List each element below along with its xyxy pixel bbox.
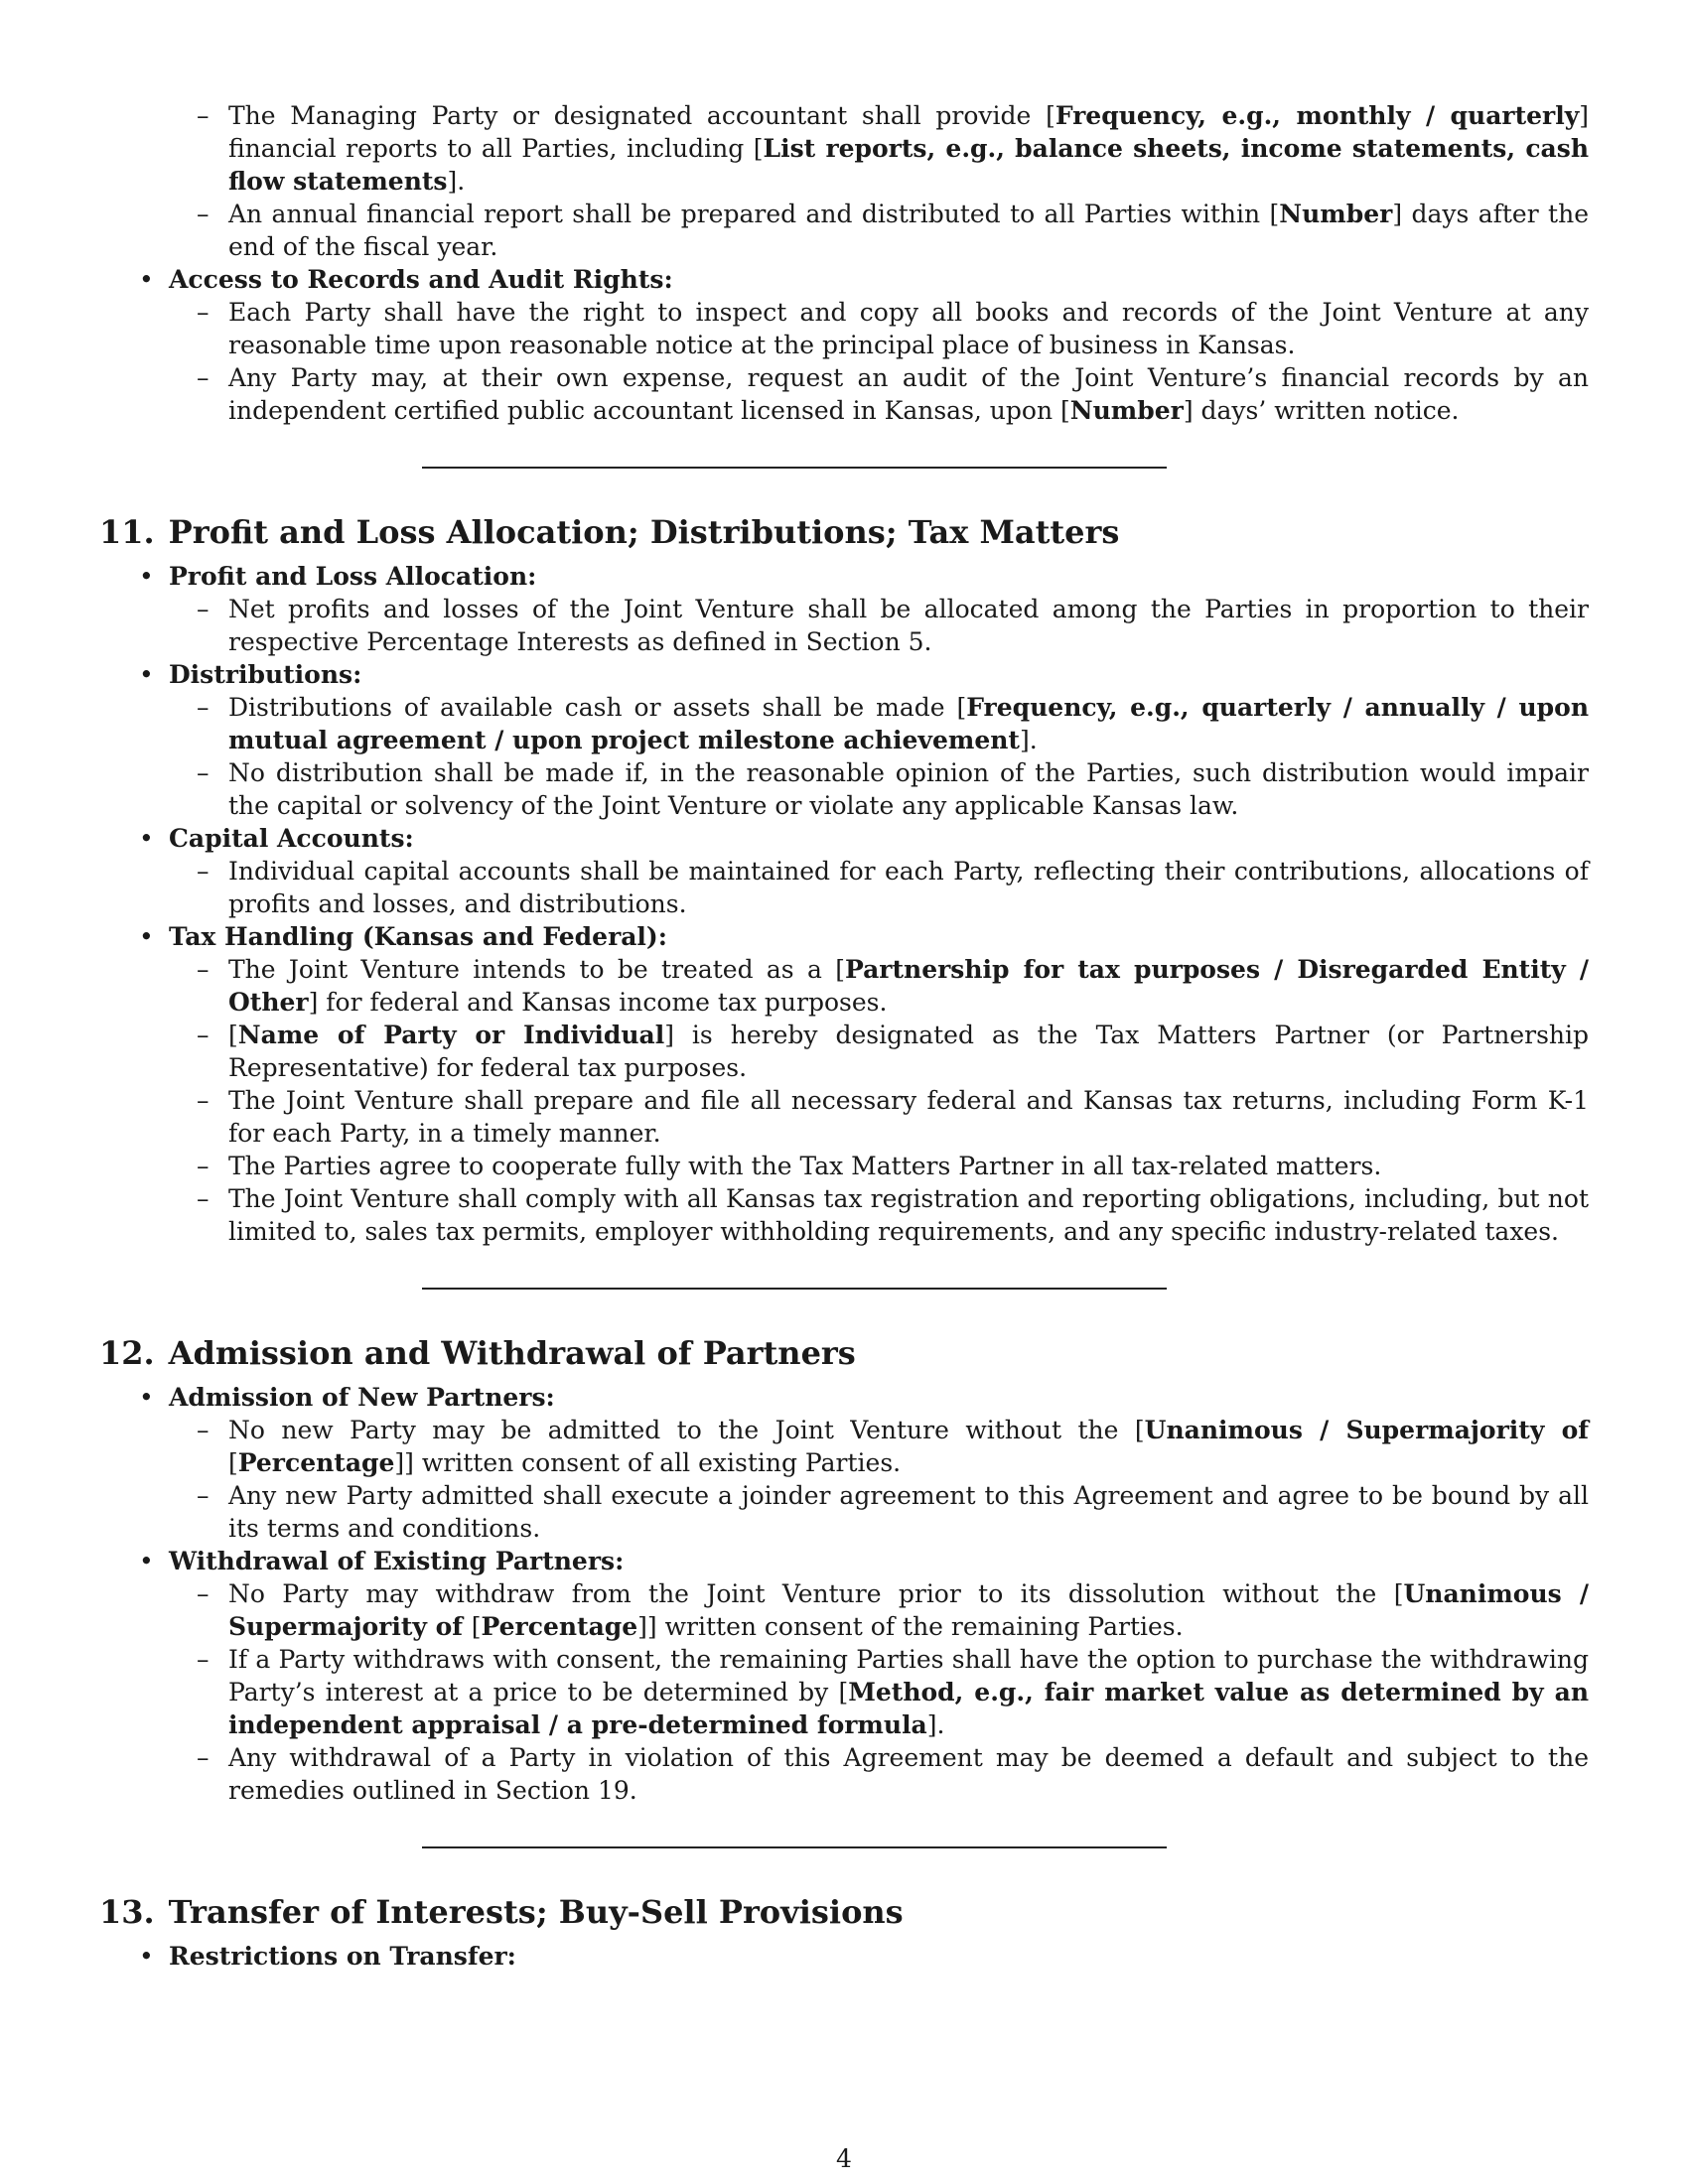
body-text: ] days after the end of the fiscal year. (228, 200, 1589, 261)
body-text: [ (753, 134, 764, 163)
body-text: [ (1269, 200, 1280, 228)
body-text: ] days’ written notice. (1183, 396, 1460, 425)
bullet-heading: • Withdrawal of Existing Partners: (99, 1545, 1589, 1577)
list-item (99, 756, 1589, 822)
placeholder-text: Number (1069, 396, 1184, 425)
section-title-text: Transfer of Interests; Buy-Sell Provisions (168, 1893, 904, 1931)
list-item (99, 593, 1589, 658)
body-text: Net profits and losses of the Joint Venture shall be allocated among the Parties in proportion to their respective Percentage Interests as defined in Section 5. (228, 595, 1589, 656)
placeholder-text: Partnership for tax purposes / Disregarded Entity / Other (228, 955, 1590, 1017)
placeholder-text: Percentage (481, 1612, 638, 1641)
list-item (99, 1084, 1589, 1150)
sections-container (99, 512, 1589, 1973)
list-item (99, 99, 1589, 198)
body-text: [ (471, 1612, 482, 1641)
bullet-heading: • Capital Accounts: (99, 822, 1589, 855)
placeholder-text: Percentage (237, 1448, 395, 1477)
bullet-heading: • Distributions: (99, 658, 1589, 691)
sub-list (99, 855, 1589, 920)
bullet-heading: • Tax Handling (Kansas and Federal): (99, 920, 1589, 953)
body-text: Distributions of available cash or assets shall be made (228, 693, 957, 722)
section-title-text: Admission and Withdrawal of Partners (168, 1334, 856, 1372)
section-number: 11. (99, 513, 155, 551)
body-text: Each Party shall have the right to inspect and copy all books and records of the Joint Venture at any reasonable time upon reasonable notice at the principal place of business in Kansas. (228, 298, 1589, 359)
body-text: The Joint Venture intends to be treated as a (228, 955, 836, 984)
body-text: ]. (1019, 726, 1038, 754)
list-item (99, 691, 1589, 756)
placeholder-text: Name of Party or Individual (237, 1021, 665, 1049)
sub-list (99, 1577, 1589, 1807)
section-number: 13. (99, 1893, 155, 1931)
body-text: No distribution shall be made if, in the reasonable opinion of the Parties, such distribution would impair the capital or solvency of the Joint Venture or violate any applicable Kansas law. (228, 758, 1589, 820)
body-text: [ (1393, 1579, 1404, 1608)
body-text: ] for federal and Kansas income tax purposes. (308, 988, 888, 1017)
body-text: The Parties agree to cooperate fully with the Tax Matters Partner in all tax-related matters. (228, 1152, 1382, 1180)
list-item (99, 1150, 1589, 1182)
body-text: [ (1060, 396, 1070, 425)
body-text: Any new Party admitted shall execute a joinder agreement to this Agreement and agree to be bound by all its terms and conditions. (228, 1481, 1589, 1543)
section-title-text: Profit and Loss Allocation; Distributions; Tax Matters (168, 513, 1120, 551)
body-text: If a Party withdraws with consent, the remaining Parties shall have the option to purchase the withdrawing Party’s interest at a price to be determined by (228, 1645, 1589, 1706)
list-item (99, 1414, 1589, 1479)
placeholder-text: Frequency, e.g., monthly / quarterly (1055, 101, 1580, 130)
list-item (99, 1577, 1589, 1643)
section-heading (99, 1333, 1589, 1373)
list-item (99, 1741, 1589, 1807)
bullet-heading: • Restrictions on Transfer: (99, 1940, 1589, 1973)
section-divider (422, 467, 1167, 469)
list-item (99, 953, 1589, 1019)
body-text: The Managing Party or designated accountant shall provide (228, 101, 1047, 130)
body-text: ]] written consent of the remaining Parties. (637, 1612, 1184, 1641)
body-text: The Joint Venture shall comply with all Kansas tax registration and reporting obligations, including, but not limited to, sales tax permits, employer withholding requirements, and any specific industry-related taxes. (228, 1184, 1589, 1246)
section-heading (99, 1892, 1589, 1932)
section-divider (422, 1288, 1167, 1290)
placeholder-text: Unanimous / Supermajority of (228, 1579, 1589, 1641)
section-number: 12. (99, 1334, 155, 1372)
body-text: Any Party may, at their own expense, request an audit of the Joint Venture’s financial records by an independent certified public accountant licensed in Kansas, upon (228, 363, 1589, 425)
body-text: [ (838, 1678, 849, 1706)
body-text: [ (228, 1021, 238, 1049)
list-item (99, 1019, 1589, 1084)
access-records-list (99, 296, 1589, 427)
section-heading (99, 512, 1589, 552)
body-text: The Joint Venture shall prepare and file all necessary federal and Kansas tax returns, including Form K-1 for each Party, in a timely manner. (228, 1086, 1589, 1148)
list-item (99, 198, 1589, 263)
bullet-heading: • Profit and Loss Allocation: (99, 560, 1589, 593)
body-text: ] financial reports to all Parties, including (228, 101, 1589, 163)
placeholder-text: Unanimous / Supermajority of (1144, 1416, 1589, 1444)
body-text: [ (1134, 1416, 1145, 1444)
body-text: ]. (926, 1710, 945, 1739)
body-text: ]] written consent of all existing Parties. (394, 1448, 902, 1477)
body-text: Individual capital accounts shall be maintained for each Party, reflecting their contributions, allocations of profits and losses, and distributions. (228, 857, 1589, 918)
body-text: No Party may withdraw from the Joint Venture prior to its dissolution without the (228, 1579, 1394, 1608)
placeholder-text: List reports, e.g., balance sheets, income statements, cash flow statements (228, 134, 1589, 196)
placeholder-text: Number (1279, 200, 1393, 228)
sub-list (99, 691, 1589, 822)
body-text: ]. (447, 167, 466, 196)
body-text: [ (1046, 101, 1055, 130)
sub-list (99, 1414, 1589, 1545)
list-item (99, 855, 1589, 920)
body-text: ] is hereby designated as the Tax Matters Partner (or Partnership Representative) for federal tax purposes. (228, 1021, 1589, 1082)
list-item (99, 1182, 1589, 1248)
placeholder-text: Frequency, e.g., quarterly / annually / upon mutual agreement / upon project milestone achievement (228, 693, 1590, 754)
sub-list (99, 593, 1589, 658)
reporting-list (99, 99, 1589, 263)
bullet-heading: • Admission of New Partners: (99, 1381, 1589, 1414)
list-item (99, 1643, 1589, 1741)
body-text: [ (956, 693, 967, 722)
page-content (99, 99, 1589, 1973)
list-item (99, 296, 1589, 361)
list-item (99, 361, 1589, 427)
page-number: 4 (836, 2144, 852, 2173)
body-text: An annual financial report shall be prepared and distributed to all Parties within (228, 200, 1270, 228)
body-text: [ (835, 955, 845, 984)
body-text: [ (228, 1448, 238, 1477)
section-divider (422, 1846, 1167, 1848)
body-text: No new Party may be admitted to the Joint Venture without the (228, 1416, 1135, 1444)
placeholder-text: Method, e.g., fair market value as determined by an independent appraisal / a pre-determined formula (228, 1678, 1589, 1739)
body-text: Any withdrawal of a Party in violation of this Agreement may be deemed a default and subject to the remedies outlined in Section 19. (228, 1743, 1589, 1805)
sub-list (99, 953, 1589, 1248)
access-records-heading: • Access to Records and Audit Rights: (99, 263, 1589, 296)
list-item (99, 1479, 1589, 1545)
